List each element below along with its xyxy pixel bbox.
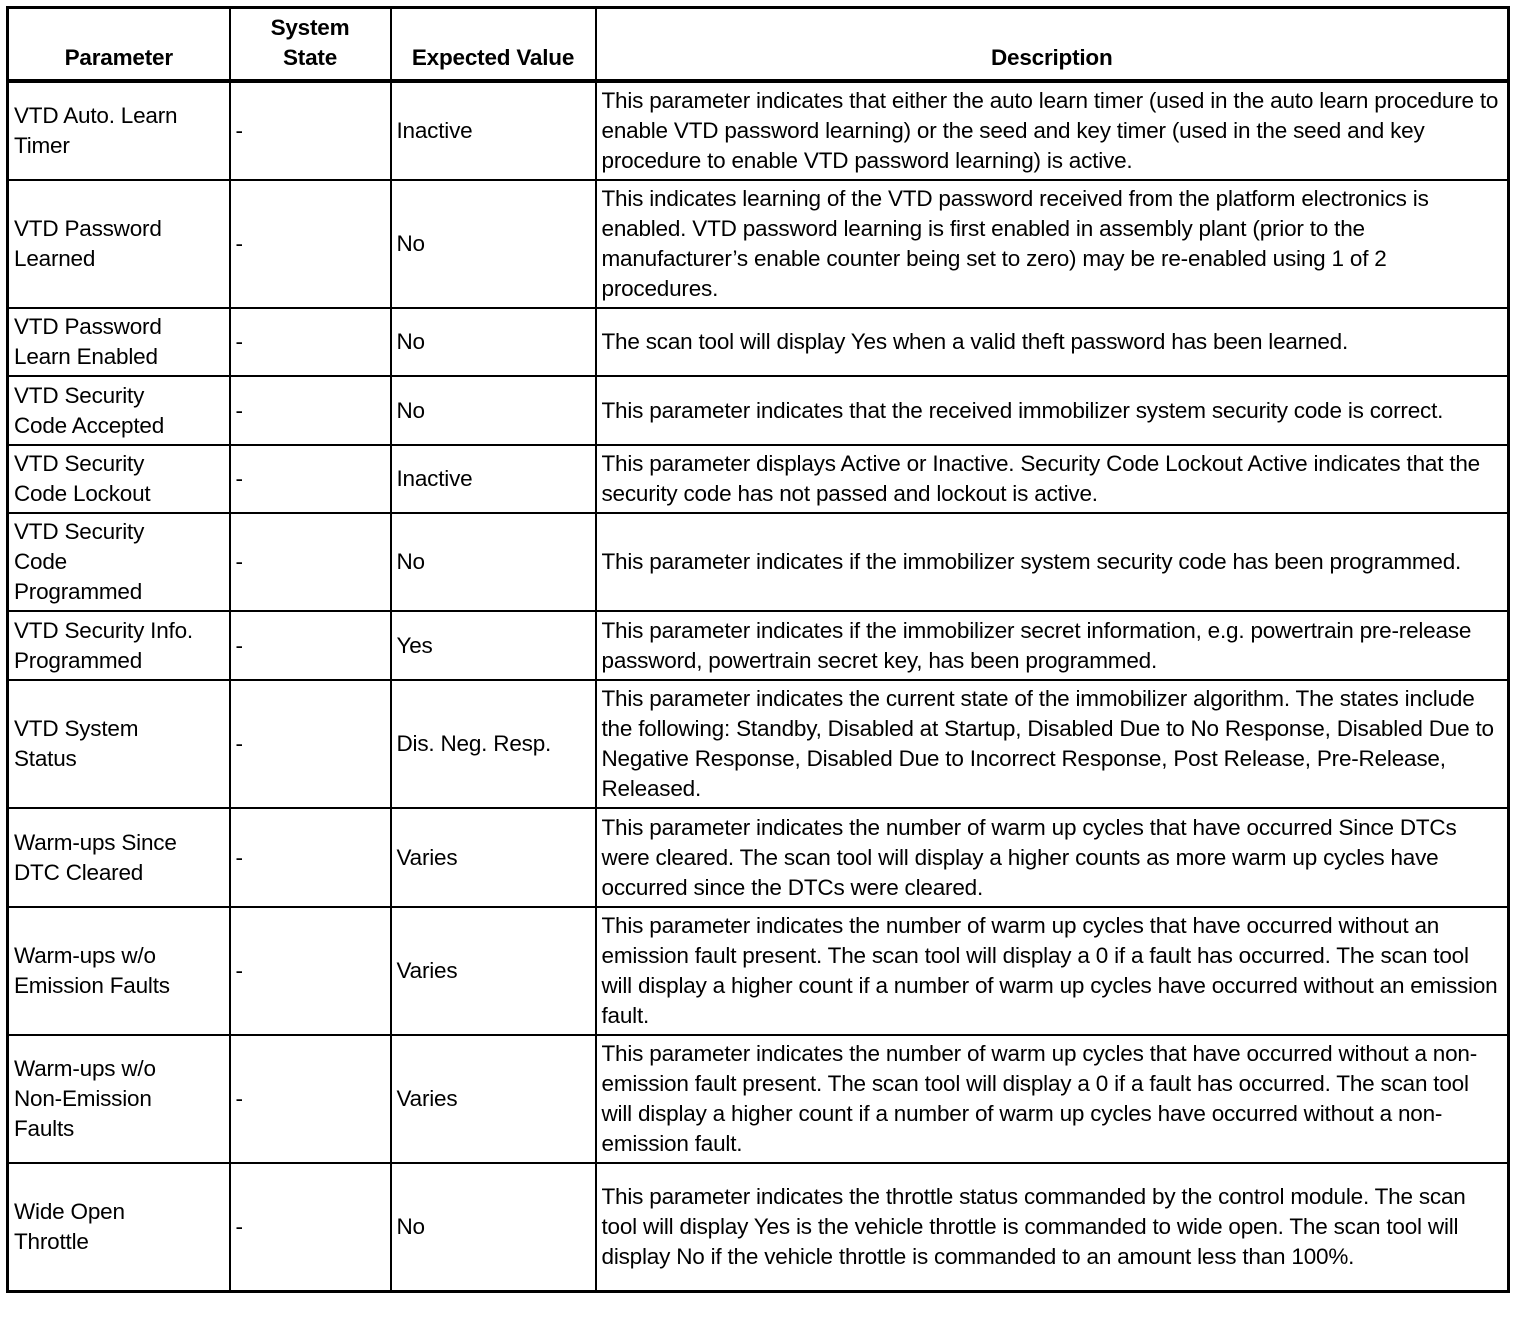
table-row xyxy=(8,680,1509,808)
description-cell: This parameter indicates the number of warm up cycles that have occurred Since DTCs were cleared. The scan tool will display a higher counts as more warm up cycles have occurred since the DTCs were cleared. xyxy=(596,808,1509,907)
expected-value-cell: Inactive xyxy=(391,81,596,180)
expected-value-cell: No xyxy=(391,308,596,376)
parameter-cell: Warm-ups Since DTC Cleared xyxy=(8,808,230,907)
system-state-cell: - xyxy=(230,308,391,376)
description-cell: This parameter displays Active or Inactive. Security Code Lockout Active indicates that the security code has not passed and lockout is active. xyxy=(596,445,1509,513)
table-row xyxy=(8,376,1509,445)
parameter-cell: VTD Security Code Programmed xyxy=(8,513,230,611)
expected-value-cell: Yes xyxy=(391,611,596,680)
description-cell: This parameter indicates the number of warm up cycles that have occurred without an emission fault present. The scan tool will display a 0 if a fault has occurred. The scan tool will display a higher count if a number of warm up cycles have occurred without an emission fault. xyxy=(596,907,1509,1035)
header-system-state: System State xyxy=(230,8,391,82)
table-row xyxy=(8,445,1509,513)
expected-value-cell: Varies xyxy=(391,808,596,907)
table-row xyxy=(8,907,1509,1035)
expected-value-cell: Dis. Neg. Resp. xyxy=(391,680,596,808)
table-row xyxy=(8,81,1509,180)
system-state-cell: - xyxy=(230,611,391,680)
system-state-cell: - xyxy=(230,445,391,513)
expected-value-cell: No xyxy=(391,513,596,611)
system-state-cell: - xyxy=(230,1163,391,1292)
expected-value-cell: No xyxy=(391,376,596,445)
header-description: Description xyxy=(596,8,1509,82)
description-cell: This parameter indicates if the immobilizer secret information, e.g. powertrain pre-release password, powertrain secret key, has been programmed. xyxy=(596,611,1509,680)
system-state-cell: - xyxy=(230,1035,391,1163)
table-row xyxy=(8,611,1509,680)
expected-value-cell: No xyxy=(391,180,596,308)
parameter-cell: VTD Password Learn Enabled xyxy=(8,308,230,376)
description-cell: This parameter indicates that the received immobilizer system security code is correct. xyxy=(596,376,1509,445)
table-row xyxy=(8,180,1509,308)
description-cell: This parameter indicates if the immobilizer system security code has been programmed. xyxy=(596,513,1509,611)
table-row xyxy=(8,513,1509,611)
table-row xyxy=(8,1035,1509,1163)
description-cell: This parameter indicates that either the auto learn timer (used in the auto learn procedure to enable VTD password learning) or the seed and key timer (used in the seed and key procedure to enable VTD password learning) is active. xyxy=(596,81,1509,180)
header-expected-value: Expected Value xyxy=(391,8,596,82)
table-row xyxy=(8,308,1509,376)
parameter-cell: VTD Security Code Accepted xyxy=(8,376,230,445)
table-row xyxy=(8,808,1509,907)
system-state-cell: - xyxy=(230,680,391,808)
system-state-cell: - xyxy=(230,376,391,445)
description-cell: This indicates learning of the VTD password received from the platform electronics is enabled. VTD password learning is first enabled in assembly plant (prior to the manufacturer’s enable counter being set to zero) may be re-enabled using 1 of 2 procedures. xyxy=(596,180,1509,308)
system-state-cell: - xyxy=(230,907,391,1035)
parameter-cell: VTD Security Info. Programmed xyxy=(8,611,230,680)
expected-value-cell: Varies xyxy=(391,907,596,1035)
description-cell: This parameter indicates the throttle status commanded by the control module. The scan tool will display Yes is the vehicle throttle is commanded to wide open. The scan tool will display No if the vehicle throttle is commanded to an amount less than 100%. xyxy=(596,1163,1509,1292)
description-cell: This parameter indicates the number of warm up cycles that have occurred without a non-emission fault present. The scan tool will display a 0 if a fault has occurred. The scan tool will display a higher count if a number of warm up cycles have occurred without a non-emission fault. xyxy=(596,1035,1509,1163)
parameter-cell: VTD Auto. Learn Timer xyxy=(8,81,230,180)
expected-value-cell: Varies xyxy=(391,1035,596,1163)
table-header xyxy=(8,8,1509,82)
system-state-cell: - xyxy=(230,81,391,180)
description-cell: This parameter indicates the current state of the immobilizer algorithm. The states include the following: Standby, Disabled at Startup, Disabled Due to No Response, Disabled Due to Negative Response, Disabled Due to Incorrect Response, Post Release, Pre-Release, Released. xyxy=(596,680,1509,808)
parameter-cell: Wide Open Throttle xyxy=(8,1163,230,1292)
parameter-table xyxy=(6,6,1510,1293)
system-state-cell: - xyxy=(230,513,391,611)
parameter-cell: Warm-ups w/o Non-Emission Faults xyxy=(8,1035,230,1163)
parameter-cell: Warm-ups w/o Emission Faults xyxy=(8,907,230,1035)
expected-value-cell: Inactive xyxy=(391,445,596,513)
header-parameter: Parameter xyxy=(8,8,230,82)
parameter-cell: VTD Security Code Lockout xyxy=(8,445,230,513)
system-state-cell: - xyxy=(230,808,391,907)
system-state-cell: - xyxy=(230,180,391,308)
table-row xyxy=(8,1163,1509,1292)
description-cell: The scan tool will display Yes when a valid theft password has been learned. xyxy=(596,308,1509,376)
parameter-cell: VTD System Status xyxy=(8,680,230,808)
parameter-cell: VTD Password Learned xyxy=(8,180,230,308)
expected-value-cell: No xyxy=(391,1163,596,1292)
